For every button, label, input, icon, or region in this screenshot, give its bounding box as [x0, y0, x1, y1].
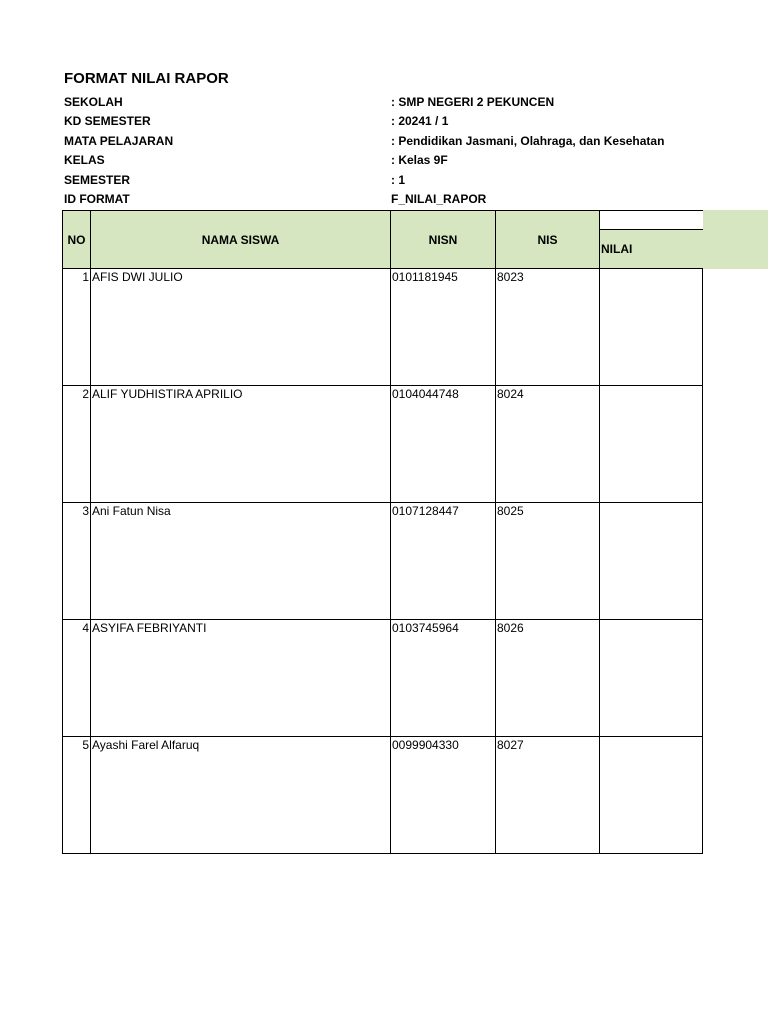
form-title: FORMAT NILAI RAPOR	[64, 70, 229, 87]
cell-nisn: 0101181945	[391, 269, 496, 386]
cell-no: 4	[63, 620, 91, 737]
cell-nilai[interactable]	[600, 737, 703, 854]
meta-value-kd-semester: : 20241 / 1	[391, 114, 449, 128]
cell-nama: Ayashi Farel Alfaruq	[91, 737, 391, 854]
meta-value-id-format: F_NILAI_RAPOR	[391, 192, 487, 206]
cell-nilai[interactable]	[600, 620, 703, 737]
header-no: NO	[63, 211, 91, 269]
meta-value-sekolah: : SMP NEGERI 2 PEKUNCEN	[391, 95, 555, 109]
cell-nilai[interactable]	[600, 503, 703, 620]
cell-nisn: 0099904330	[391, 737, 496, 854]
meta-value-mata-pelajaran: : Pendidikan Jasmani, Olahraga, dan Kesehatan	[391, 134, 665, 148]
cell-nis: 8024	[496, 386, 600, 503]
cell-nisn: 0107128447	[391, 503, 496, 620]
cell-nilai[interactable]	[600, 269, 703, 386]
cell-nama: AFIS DWI JULIO	[91, 269, 391, 386]
meta-label-kelas: KELAS	[64, 153, 105, 167]
meta-label-sekolah: SEKOLAH	[64, 95, 123, 109]
header-group-blank	[600, 211, 703, 230]
cell-nis: 8023	[496, 269, 600, 386]
meta-label-id-format: ID FORMAT	[64, 192, 130, 206]
meta-label-mata-pelajaran: MATA PELAJARAN	[64, 134, 174, 148]
cell-no: 5	[63, 737, 91, 854]
grades-table	[62, 210, 703, 854]
meta-label-kd-semester: KD SEMESTER	[64, 114, 151, 128]
cell-no: 2	[63, 386, 91, 503]
table-row	[63, 386, 703, 503]
cell-nisn: 0104044748	[391, 386, 496, 503]
meta-value-kelas: : Kelas 9F	[391, 153, 448, 167]
cell-nama: ALIF YUDHISTIRA APRILIO	[91, 386, 391, 503]
cell-nis: 8025	[496, 503, 600, 620]
table-row	[63, 503, 703, 620]
header-nama-siswa: NAMA SISWA	[91, 211, 391, 269]
meta-label-semester: SEMESTER	[64, 173, 131, 187]
cell-no: 3	[63, 503, 91, 620]
cell-nis: 8027	[496, 737, 600, 854]
cell-nis: 8026	[496, 620, 600, 737]
table-row	[63, 737, 703, 854]
cell-nama: ASYIFA FEBRIYANTI	[91, 620, 391, 737]
table-row	[63, 620, 703, 737]
cell-no: 1	[63, 269, 91, 386]
header-nisn: NISN	[391, 211, 496, 269]
cell-nilai[interactable]	[600, 386, 703, 503]
cell-nama: Ani Fatun Nisa	[91, 503, 391, 620]
table-row	[63, 269, 703, 386]
header-nilai: NILAI	[600, 230, 703, 269]
header-nis: NIS	[496, 211, 600, 269]
cell-nisn: 0103745964	[391, 620, 496, 737]
meta-value-semester: : 1	[391, 173, 406, 187]
